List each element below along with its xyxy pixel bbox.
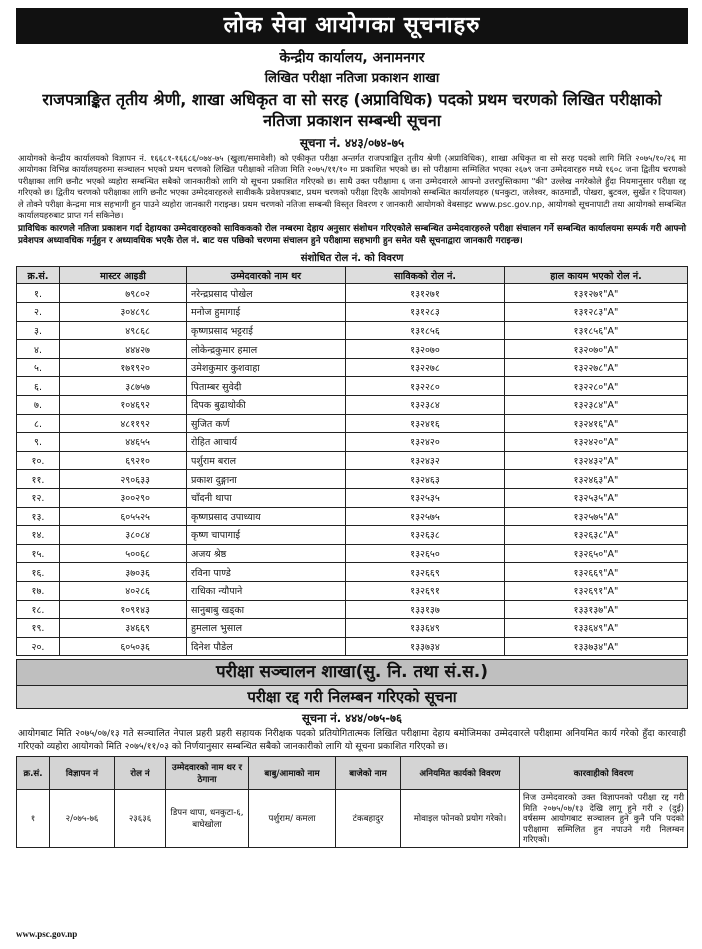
roll-serial: १२. [17, 488, 60, 507]
roll-candidate-name: दिनेश पौडेल [187, 637, 346, 656]
suspension-header-row [17, 757, 688, 790]
roll-new-number: १३२६३८"A" [505, 526, 688, 545]
roll-candidate-name: प्रकाश दुङ्गाना [187, 470, 346, 489]
roll-serial: १४. [17, 526, 60, 545]
roll-candidate-name: कृष्णप्रसाद भट्टराई [187, 321, 346, 340]
roll-old-number: १३२६९१ [346, 581, 505, 600]
roll-serial: १६. [17, 563, 60, 582]
table-row [17, 563, 688, 582]
roll-old-number: १३३७३४ [346, 637, 505, 656]
suspension-paragraph: आयोगबाट मिति २०७५/०७/१३ गते सञ्चालित नेपाल प्रहरी प्रहरी सहायक निरीक्षक पदको प्रतियोगितात्मक लिखित परीक्षामा देहाय बमोजिमका उम्मेदवारले परीक्षामा अनियमित कार्य गरेको हुँदा कारवाही गरिएको व्यहोरा आयोगको मिति २०७५/११/०३ को निर्णयानुसार सम्बन्धित सबैको जानकारीको लागि यो सूचना प्रकाशित गरिएको छ। [18, 728, 686, 752]
roll-candidate-name: राधिका न्यौपाने [187, 581, 346, 600]
roll-new-number: १३२४२०"A" [505, 433, 688, 452]
notice-subject: राजपत्राङ्कित तृतीय श्रेणी, शाखा अधिकृत वा सो सरह (अप्राविधिक) पदको प्रथम चरणको लिखित परीक्षाको नतिजा प्रकाशन सम्बन्धी सूचना [42, 90, 662, 130]
table-row [17, 470, 688, 489]
susp-irregularity: मोवाइल फोनको प्रयोग गरेको। [401, 790, 520, 848]
roll-master-id: १०४६९२ [60, 396, 187, 415]
roll-new-number: १३२४६३"A" [505, 470, 688, 489]
roll-new-number: १३३१३७"A" [505, 600, 688, 619]
roll-master-id: ४८११९२ [60, 414, 187, 433]
col-header-candidate-name: उम्मेदवारको नाम थर [187, 267, 346, 284]
susp-header-parents: बाबु/आमाको नाम [249, 757, 336, 790]
roll-serial: ९. [17, 433, 60, 452]
roll-candidate-name: रविना पाण्डे [187, 563, 346, 582]
roll-serial: १७. [17, 581, 60, 600]
roll-new-number: १३२६५०"A" [505, 544, 688, 563]
table-row [17, 544, 688, 563]
col-header-master-id: मास्टर आइडी [60, 267, 187, 284]
susp-grandfather: टंकबहादुर [336, 790, 401, 848]
roll-old-number: १३२६६९ [346, 563, 505, 582]
susp-parents: पर्शुराम/ कमला [249, 790, 336, 848]
roll-old-number: १३२४१६ [346, 414, 505, 433]
roll-master-id: १०९१४३ [60, 600, 187, 619]
roll-serial: ७. [17, 396, 60, 415]
table-row [17, 377, 688, 396]
table-row [17, 451, 688, 470]
roll-old-number: १३१२८३ [346, 303, 505, 322]
roll-master-id: ३०४८९८ [60, 303, 187, 322]
roll-candidate-name: कृष्ण चापागाई [187, 526, 346, 545]
roll-new-number: १३२४१६"A" [505, 414, 688, 433]
susp-header-grandfather: बाजेको नाम [336, 757, 401, 790]
roll-new-number: १३२५७५"A" [505, 507, 688, 526]
section-title: परीक्षा सञ्चालन शाखा(सु. नि. तथा सं.स.) [16, 659, 688, 686]
roll-serial: ८. [17, 414, 60, 433]
roll-new-number: १३२६६९"A" [505, 563, 688, 582]
roll-old-number: १३२४२० [346, 433, 505, 452]
roll-candidate-name: कृष्णप्रसाद उपाध्याय [187, 507, 346, 526]
roll-new-number: १३२४३२"A" [505, 451, 688, 470]
table-row [17, 340, 688, 359]
roll-new-number: १३२३८४"A" [505, 396, 688, 415]
suspension-row [17, 790, 688, 848]
roll-master-id: ५००६८ [60, 544, 187, 563]
roll-serial: १०. [17, 451, 60, 470]
table-row [17, 303, 688, 322]
page-banner: लोक सेवा आयोगका सूचनाहरु [16, 8, 688, 44]
roll-old-number: १३१८५६ [346, 321, 505, 340]
roll-master-id: ३४६६९ [60, 619, 187, 638]
roll-new-number: १३२०७०"A" [505, 340, 688, 359]
susp-serial: १ [17, 790, 50, 848]
roll-candidate-name: अजय श्रेष्ठ [187, 544, 346, 563]
roll-old-number: १३१२७१ [346, 284, 505, 303]
table-row [17, 507, 688, 526]
table-row [17, 358, 688, 377]
susp-header-roll: रोल नं [115, 757, 166, 790]
roll-old-number: १३२४३२ [346, 451, 505, 470]
roll-master-id: ३७०३६ [60, 563, 187, 582]
table-row [17, 321, 688, 340]
roll-master-id: ४९८६८ [60, 321, 187, 340]
roll-candidate-name: सानुबाबु खड्का [187, 600, 346, 619]
susp-header-ad-no: विज्ञापन नं [50, 757, 115, 790]
susp-ad-no: २/०७५-७६ [50, 790, 115, 848]
notice-paragraph: आयोगको केन्द्रीय कार्यालयको विज्ञापन नं. १६६८१-१६६८६/०७४-७५ (खुला/समावेशी) को एकीकृत परीक्षा अन्तर्गत राजपत्राङ्कित तृतीय श्रेणी (अप्राविधिक), शाखा अधिकृत वा सो सरह पदको लागि मिति २०७५/१०/२६ मा आयोगका विभिन्न कार्यालयहरुमा सञ्चालन भएको प्रथम चरणको लिखित परीक्षाको नतिजा मिति २०७५/११/१० मा प्रकाशित भएको छ। सो परीक्षामा सम्मिलित भएका २६७९ जना उम्मेदवारहरु मध्ये १६०८ जना द्वितीय चरणको परीक्षाका लागि छनौट भएको व्यहोरा सम्बन्धित सबैको जानकारीको लागि यो सूचना प्रकाशित गरिएको छ। साथै उक्त परीक्षामा ६ जना उम्मेदवारले आफ्नो उत्तरपुस्तिकामा "की" उल्लेख नगरेकोले हुँदा नियमानुसार परीक्षा रद्द गरिएको छ। द्वितीय चरणको परीक्षाका लागि छनौट भएका उम्मेदवारहरुले सावीककै प्रवेशपत्रबाट, प्रथम चरणको परीक्षा दिएकै आयोगको सम्बन्धित कार्यालयहरु (धनकुटा, जलेश्वर, काठमाडौं, पोखरा, बुटवल, सुर्खेत र दिपायल) ले तोक्ने परीक्षा केन्द्रमा मात्र सहभागी हुन पाउने व्यहोरा जानकारी गराइन्छ। प्रथम चरणको नतिजा सम्बन्धी विस्तृत विवरण र जानकारी आयोगको वेबसाइट www.psc.gov.np, आयोगको सूचनापाटी तथा आयोगको सम्बन्धित कार्यालयहरुबाट प्राप्त गर्न सकिनेछ। [18, 153, 686, 221]
table-row [17, 414, 688, 433]
table-row [17, 600, 688, 619]
roll-old-number: १३२२८० [346, 377, 505, 396]
roll-table-body [17, 284, 688, 656]
roll-candidate-name: मनोज हुमागाई [187, 303, 346, 322]
table-row [17, 619, 688, 638]
roll-new-number: १३१२८३"A" [505, 303, 688, 322]
roll-serial: २. [17, 303, 60, 322]
roll-new-number: १३२६९१"A" [505, 581, 688, 600]
roll-master-id: १७१९२० [60, 358, 187, 377]
roll-serial: ५. [17, 358, 60, 377]
website-url: www.psc.gov.np [16, 929, 78, 939]
roll-master-id: ३८०८४ [60, 526, 187, 545]
roll-candidate-name: हुमलाल भुसाल [187, 619, 346, 638]
roll-candidate-name: सुजित कर्ण [187, 414, 346, 433]
roll-candidate-name: नरेन्द्रप्रसाद पोखेल [187, 284, 346, 303]
roll-old-number: १३३१३७ [346, 600, 505, 619]
roll-master-id: ६०५५२५ [60, 507, 187, 526]
roll-candidate-name: लोकेन्द्रकुमार हमाल [187, 340, 346, 359]
roll-new-number: १३३६४९"A" [505, 619, 688, 638]
roll-candidate-name: चाँदनी थापा [187, 488, 346, 507]
table-row [17, 396, 688, 415]
col-header-serial: क्र.सं. [17, 267, 60, 284]
roll-candidate-name: पिताम्बर सुवेदी [187, 377, 346, 396]
roll-old-number: १३२६५० [346, 544, 505, 563]
roll-old-number: १३२०७० [346, 340, 505, 359]
roll-new-number: १३१८५६"A" [505, 321, 688, 340]
table-row [17, 488, 688, 507]
roll-serial: ६. [17, 377, 60, 396]
notice-number: सूचना नं. ४४३/०७४-७५ [299, 136, 405, 150]
roll-master-id: ४०२८६ [60, 581, 187, 600]
susp-action: निज उम्मेदवारको उक्त विज्ञापनको परीक्षा रद्द गरी मिति २०७५/०७/१३ देखि लागू हुने गरी २ (दुई) वर्षसम्म आयोगबाट सञ्चालन हुने कुनै पनि पदको परीक्षामा सम्मिलित हुन नपाउने गरी निलम्बन गरिएको। [520, 790, 688, 848]
roll-old-number: १३२४६३ [346, 470, 505, 489]
roll-correction-table [16, 266, 688, 656]
roll-serial: १५. [17, 544, 60, 563]
roll-serial: १. [17, 284, 60, 303]
roll-new-number: १३१२७१"A" [505, 284, 688, 303]
roll-new-number: १३२२८०"A" [505, 377, 688, 396]
roll-master-id: ४४६५५ [60, 433, 187, 452]
roll-serial: ४. [17, 340, 60, 359]
roll-serial: ११. [17, 470, 60, 489]
roll-master-id: ३००२९० [60, 488, 187, 507]
roll-old-number: १३३६४९ [346, 619, 505, 638]
roll-new-number: १३२५३५"A" [505, 488, 688, 507]
col-header-new-roll: हाल कायम भएको रोल नं. [505, 267, 688, 284]
roll-old-number: १३२५३५ [346, 488, 505, 507]
roll-old-number: १३२६३८ [346, 526, 505, 545]
roll-master-id: ४४४२७ [60, 340, 187, 359]
roll-serial: १३. [17, 507, 60, 526]
roll-old-number: १३२२७८ [346, 358, 505, 377]
table-row [17, 433, 688, 452]
roll-new-number: १३३७३४"A" [505, 637, 688, 656]
roll-old-number: १३२५७५ [346, 507, 505, 526]
roll-table-caption: संशोधित रोल नं. को विवरण [300, 253, 404, 265]
susp-name-address: डिपन थापा, धनकुटा-६, बाघेखोला [166, 790, 249, 848]
susp-header-action: कारवाहीको विवरण [520, 757, 688, 790]
susp-header-name-address: उम्मेदवारको नाम थर र ठेगाना [166, 757, 249, 790]
roll-old-number: १३२३८४ [346, 396, 505, 415]
roll-candidate-name: पर्शुराम बराल [187, 451, 346, 470]
correction-paragraph: प्राविधिक कारणले नतिजा प्रकाशन गर्दा देहायका उम्मेदवारहरुको साविककको रोल नम्बरमा देहाय अनुसार संशोधन गरिएकोले सम्बन्धित उम्मेदवारहरुले परीक्षा संचालन गर्ने सम्बन्धित कार्यालयमा सम्पर्क गरी आफ्नो प्रवेशपत्र अध्यावधिक गर्नुहुन र अध्यावधिक भएकै रोल नं. बाट यस पछिको चरणमा संचालन हुने परीक्षामा सहभागी हुन समेत यसै सूचनाद्वारा जानकारी गराइन्छ। [18, 224, 686, 247]
roll-master-id: ३८७५७ [60, 377, 187, 396]
roll-table-header-row [17, 267, 688, 284]
roll-candidate-name: रोहित आचार्य [187, 433, 346, 452]
office-name: केन्द्रीय कार्यालय, अनामनगर [279, 50, 425, 66]
roll-master-id: ६९२१० [60, 451, 187, 470]
roll-candidate-name: उमेशकुमार कुशवाहा [187, 358, 346, 377]
roll-candidate-name: दिपक बुढाथोकी [187, 396, 346, 415]
table-row [17, 284, 688, 303]
table-row [17, 526, 688, 545]
roll-serial: २०. [17, 637, 60, 656]
susp-header-serial: क्र.सं. [17, 757, 50, 790]
susp-roll: २३६३६ [115, 790, 166, 848]
table-row [17, 637, 688, 656]
roll-master-id: २९०६३३ [60, 470, 187, 489]
roll-serial: ३. [17, 321, 60, 340]
roll-master-id: ७९८०२ [60, 284, 187, 303]
susp-header-irregularity: अनियमित कार्यको विवरण [401, 757, 520, 790]
roll-master-id: ६०५०३६ [60, 637, 187, 656]
col-header-old-roll: साविकको रोल नं. [346, 267, 505, 284]
notice-number-2: सूचना नं. ४४४/०७५-७६ [301, 711, 402, 726]
roll-new-number: १३२२७८"A" [505, 358, 688, 377]
suspension-table [16, 756, 688, 848]
roll-serial: १९. [17, 619, 60, 638]
roll-serial: १८. [17, 600, 60, 619]
table-row [17, 581, 688, 600]
branch-name: लिखित परीक्षा नतिजा प्रकाशन शाखा [264, 71, 440, 86]
section-subtitle: परीक्षा रद्द गरी निलम्बन गरिएको सूचना [16, 686, 688, 709]
